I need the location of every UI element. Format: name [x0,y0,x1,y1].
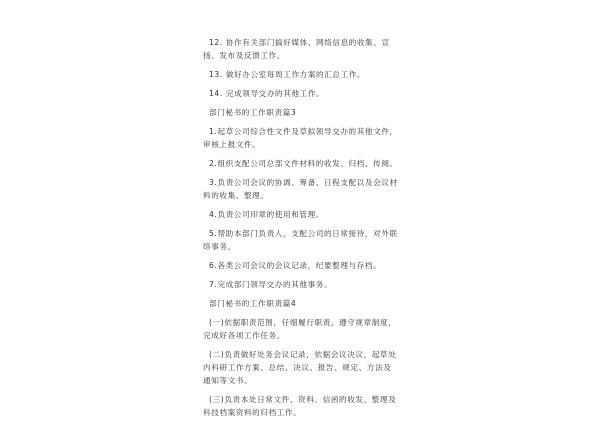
list-item-12: 12. 协作有关部门搞好媒体、网络信息的收集、宣扬、发布及反馈工作。 [203,38,390,60]
section-heading-4: 部门秘书的工作职责篇4 [209,299,297,308]
list-item-6: 6.各类公司会议的会议记录，纪要整理与存档。 [209,261,382,270]
list-item-three: (三)负责本处日常文件、资料、信函的收发、整理及科技档案资料的归档工作。 [203,395,397,417]
list-item-one: (一)依据职责范围，仔细履行职责，遵守规章制度，完成好各项工作任务。 [203,318,397,340]
list-item-two: (二)负责做好处务会议记录，依据会议决议，起草处内科研工作方案、总结、决议、报告、规定、方法及通知等文书。 [203,350,397,385]
list-item-4: 4.负责公司印章的使用和管理。 [209,210,324,219]
document-body [203,36,399,425]
list-item-3: 3.负责公司会议的协调、筹备、日程支配以及会议材料的收集、整理。 [203,178,398,200]
list-item-1: 1.起草公司综合性文件及草拟领导交办的其他文件，审核上报文件。 [203,127,398,149]
list-item-13: 13. 做好办公室每周工作方案的汇总工作。 [209,70,366,79]
list-item-14: 14. 完成领导交办的其他工作。 [209,89,325,98]
list-item-7: 7.完成部门领导交办的其他事务。 [209,280,333,289]
section-heading-3: 部门秘书的工作职责篇3 [209,108,297,117]
list-item-5: 5.帮助本部门负责人，支配公司的日常接待，对外联络事务。 [203,229,398,251]
list-item-2: 2.组织支配公司总部文件材料的收发、归档、传阅。 [209,159,398,168]
